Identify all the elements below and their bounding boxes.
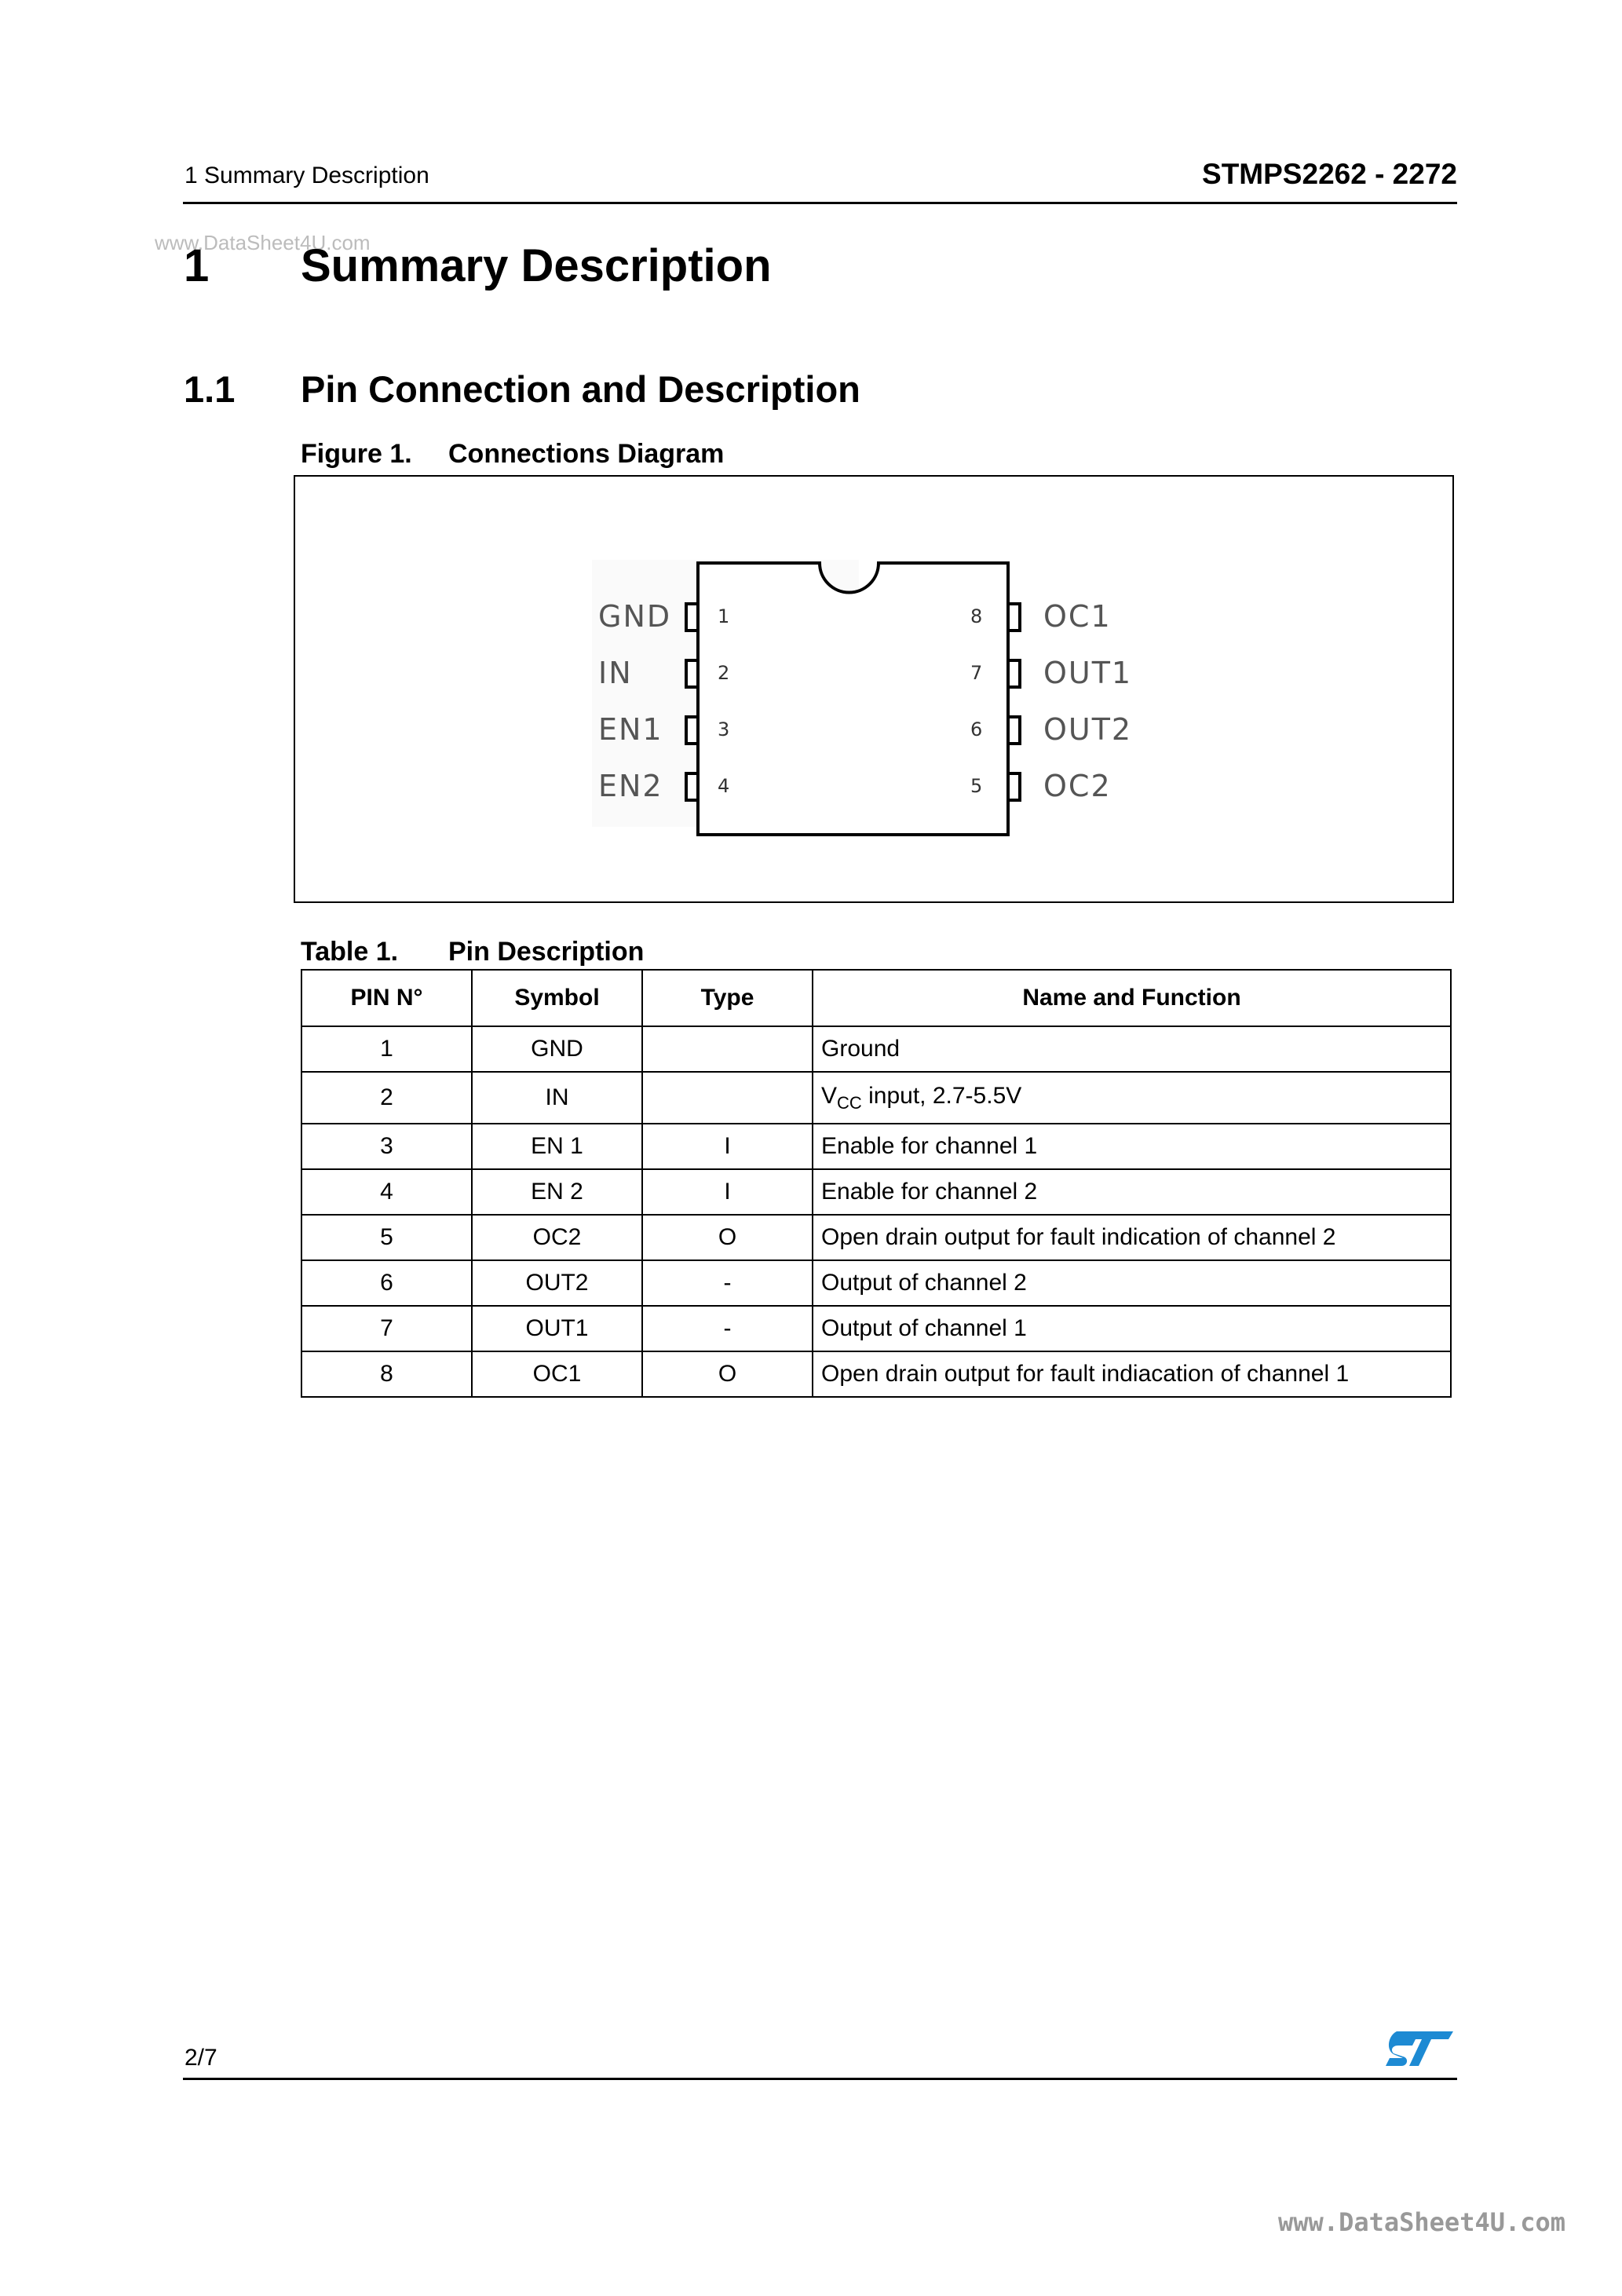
cell-pin: 7: [301, 1306, 472, 1351]
cell-pin: 1: [301, 1026, 472, 1072]
subsection-number: 1.1: [184, 368, 236, 410]
ic-package-body: [698, 563, 1008, 835]
pin-lead: [686, 717, 698, 744]
pin-lead: [686, 773, 698, 800]
cell-symbol: GND: [472, 1026, 642, 1072]
pin-lead: [1008, 717, 1020, 744]
pin-number: 3: [718, 718, 730, 740]
cell-pin: 2: [301, 1072, 472, 1124]
table-row: [301, 1215, 1451, 1260]
cell-type: [642, 1026, 813, 1072]
running-header-section: 1 Summary Description: [184, 163, 429, 188]
cell-function: Open drain output for fault indication of channel 2: [813, 1215, 1451, 1260]
pin-name: EN2: [598, 769, 663, 803]
cell-symbol: OUT2: [472, 1260, 642, 1306]
cell-function: Enable for channel 2: [813, 1169, 1451, 1215]
cell-symbol: EN 2: [472, 1169, 642, 1215]
pin-number: 5: [970, 775, 983, 797]
table-row: [301, 1072, 1451, 1124]
pin-description-table: [301, 969, 1452, 1398]
cell-type: [642, 1072, 813, 1124]
pin-number: 4: [718, 775, 730, 797]
table-row: [301, 1260, 1451, 1306]
header-function: Name and Function: [813, 970, 1451, 1026]
st-logo-icon: [1386, 2028, 1455, 2069]
header-symbol: Symbol: [472, 970, 642, 1026]
pin-lead: [686, 660, 698, 687]
subsection-title: Pin Connection and Description: [301, 368, 860, 410]
table-row: [301, 1026, 1451, 1072]
pin-lead: [1008, 604, 1020, 631]
pin-lead: [686, 604, 698, 631]
vcc-subscript: CC: [837, 1092, 862, 1113]
cell-pin: 5: [301, 1215, 472, 1260]
pin-number: 8: [970, 605, 983, 627]
vcc-symbol: V: [821, 1082, 838, 1109]
cell-type: O: [642, 1351, 813, 1397]
cell-function: Output of channel 1: [813, 1306, 1451, 1351]
pin-number: 2: [718, 662, 730, 684]
pin-name: OUT2: [1043, 712, 1133, 747]
table-header-row: [301, 970, 1451, 1026]
figure-label: Figure 1.: [301, 439, 412, 469]
table-title: Pin Description: [448, 937, 645, 967]
pin-name: GND: [598, 599, 672, 634]
cell-pin: 4: [301, 1169, 472, 1215]
cell-pin: 6: [301, 1260, 472, 1306]
pin-name: OUT1: [1043, 656, 1133, 690]
pin-name: IN: [598, 656, 633, 690]
header-type: Type: [642, 970, 813, 1026]
figure-title: Connections Diagram: [448, 439, 725, 469]
pin-number: 6: [970, 718, 983, 740]
table-row: [301, 1351, 1451, 1397]
cell-type: -: [642, 1260, 813, 1306]
connections-diagram: [294, 475, 1454, 903]
watermark-bottom: www.DataSheet4U.com: [1278, 2207, 1566, 2237]
cell-type: -: [642, 1306, 813, 1351]
page-number: 2/7: [184, 2045, 217, 2071]
cell-symbol: OC2: [472, 1215, 642, 1260]
cell-function: Enable for channel 1: [813, 1124, 1451, 1169]
cell-pin: 8: [301, 1351, 472, 1397]
cell-symbol: OC1: [472, 1351, 642, 1397]
table-row: [301, 1306, 1451, 1351]
section-title: Summary Description: [301, 240, 772, 291]
running-header-product: STMPS2262 - 2272: [1202, 158, 1457, 190]
cell-type: I: [642, 1169, 813, 1215]
section-number: 1: [184, 240, 210, 291]
pin-name: OC1: [1043, 599, 1112, 634]
cell-type: I: [642, 1124, 813, 1169]
cell-function: Ground: [813, 1026, 1451, 1072]
cell-symbol: IN: [472, 1072, 642, 1124]
pin-name: OC2: [1043, 769, 1112, 803]
pin-name: EN1: [598, 712, 663, 747]
table-row: [301, 1169, 1451, 1215]
pin-number: 7: [970, 662, 983, 684]
cell-function: Open drain output for fault indiacation of channel 1: [813, 1351, 1451, 1397]
function-text: input, 2.7-5.5V: [861, 1082, 1022, 1109]
header-pin: PIN N°: [301, 970, 472, 1026]
cell-type: O: [642, 1215, 813, 1260]
cell-function: Output of channel 2: [813, 1260, 1451, 1306]
cell-pin: 3: [301, 1124, 472, 1169]
pin-number: 1: [718, 605, 730, 627]
st-logo-shape: [1386, 2031, 1453, 2066]
table-label: Table 1.: [301, 937, 399, 967]
cell-symbol: EN 1: [472, 1124, 642, 1169]
footer-rule: [183, 2078, 1457, 2080]
pin-lead: [1008, 773, 1020, 800]
cell-function: [813, 1072, 1451, 1124]
table-row: [301, 1124, 1451, 1169]
pin-lead: [1008, 660, 1020, 687]
cell-symbol: OUT1: [472, 1306, 642, 1351]
watermark-top: www.DataSheet4U.com: [155, 231, 371, 254]
header-rule: [183, 202, 1457, 204]
